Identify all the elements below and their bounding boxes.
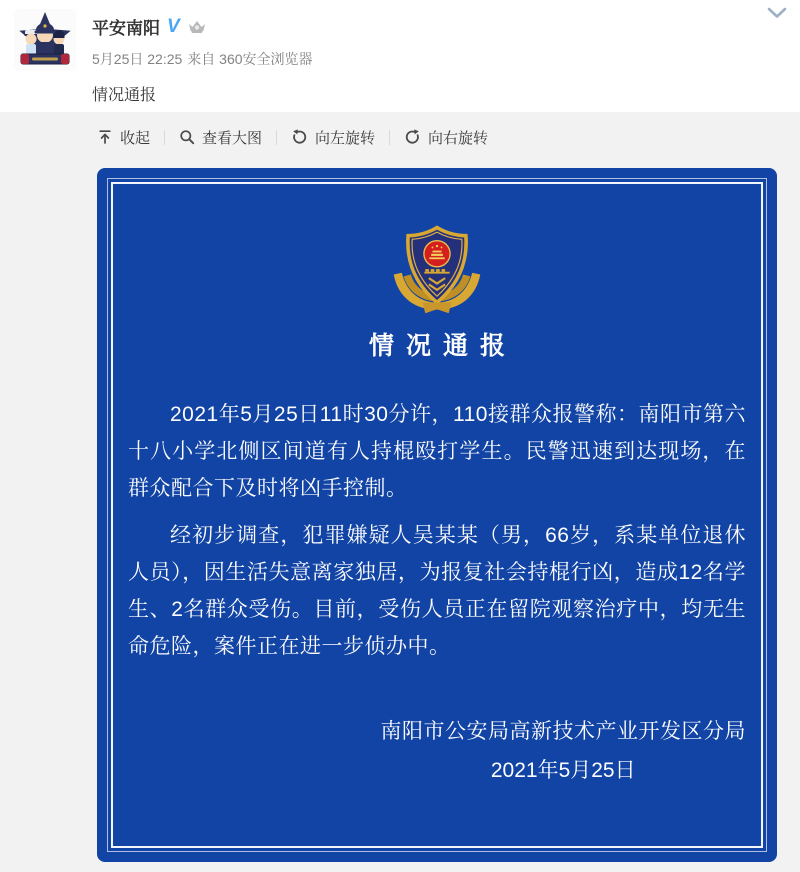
image-viewer-area <box>0 112 800 872</box>
post-text: 情况通报 <box>92 87 157 104</box>
image-toolbar <box>97 121 488 153</box>
chevron-down-icon[interactable] <box>764 4 790 27</box>
collapse-button[interactable] <box>97 127 150 148</box>
post-meta <box>92 49 313 69</box>
post-header <box>0 0 800 112</box>
author-name[interactable]: 平安南阳 <box>92 18 160 38</box>
rotate-left-label: 向左旋转 <box>315 129 376 147</box>
notice-paragraph: 2021年5月25日11时30分许，110接群众报警称：南阳市第六十八小学北侧区间道有人持棍殴打学生。民警迅速到达现场，在群众配合下及时将凶手控制。 <box>128 403 746 500</box>
verified-badge-icon: V <box>167 15 180 37</box>
view-large-button[interactable] <box>179 127 262 148</box>
post-source[interactable]: 来自 360安全浏览器 <box>187 51 313 67</box>
rotate-right-button[interactable] <box>404 127 488 148</box>
collapse-label: 收起 <box>120 129 151 147</box>
member-crown-icon <box>187 18 207 34</box>
rotate-cw-icon <box>404 129 421 145</box>
arrow-up-to-line-icon <box>97 129 113 145</box>
rotate-left-button[interactable] <box>291 127 375 148</box>
rotate-right-label: 向右旋转 <box>428 129 489 147</box>
police-badge-icon <box>390 224 484 316</box>
toolbar-divider <box>389 130 390 145</box>
signature-date: 2021年5月25日 <box>490 759 636 782</box>
notice-paragraph: 经初步调查，犯罪嫌疑人吴某某（男，66岁，系某单位退休人员），因生活失意离家独居，为报复社会持棍行凶，造成12名学生、2名群众受伤。目前，受伤人员正在留院观察治疗中，均无生命危险，案件正在进一步侦办中。 <box>128 524 746 658</box>
magnifier-icon <box>179 129 195 145</box>
toolbar-divider <box>276 130 277 145</box>
post-timestamp: 5月25日 22:25 <box>92 51 183 67</box>
notice-image[interactable] <box>97 168 777 862</box>
signature-organization: 南阳市公安局高新技术产业开发区分局 <box>380 720 746 743</box>
view-large-label: 查看大图 <box>202 129 263 147</box>
notice-signature <box>381 713 747 789</box>
notice-content <box>113 184 761 846</box>
notice-title: 情况通报 <box>368 332 517 360</box>
avatar[interactable] <box>14 9 76 71</box>
toolbar-divider <box>164 130 165 145</box>
police-mascot-avatar-icon <box>14 9 76 71</box>
rotate-ccw-icon <box>291 129 308 145</box>
notice-body <box>128 396 746 665</box>
